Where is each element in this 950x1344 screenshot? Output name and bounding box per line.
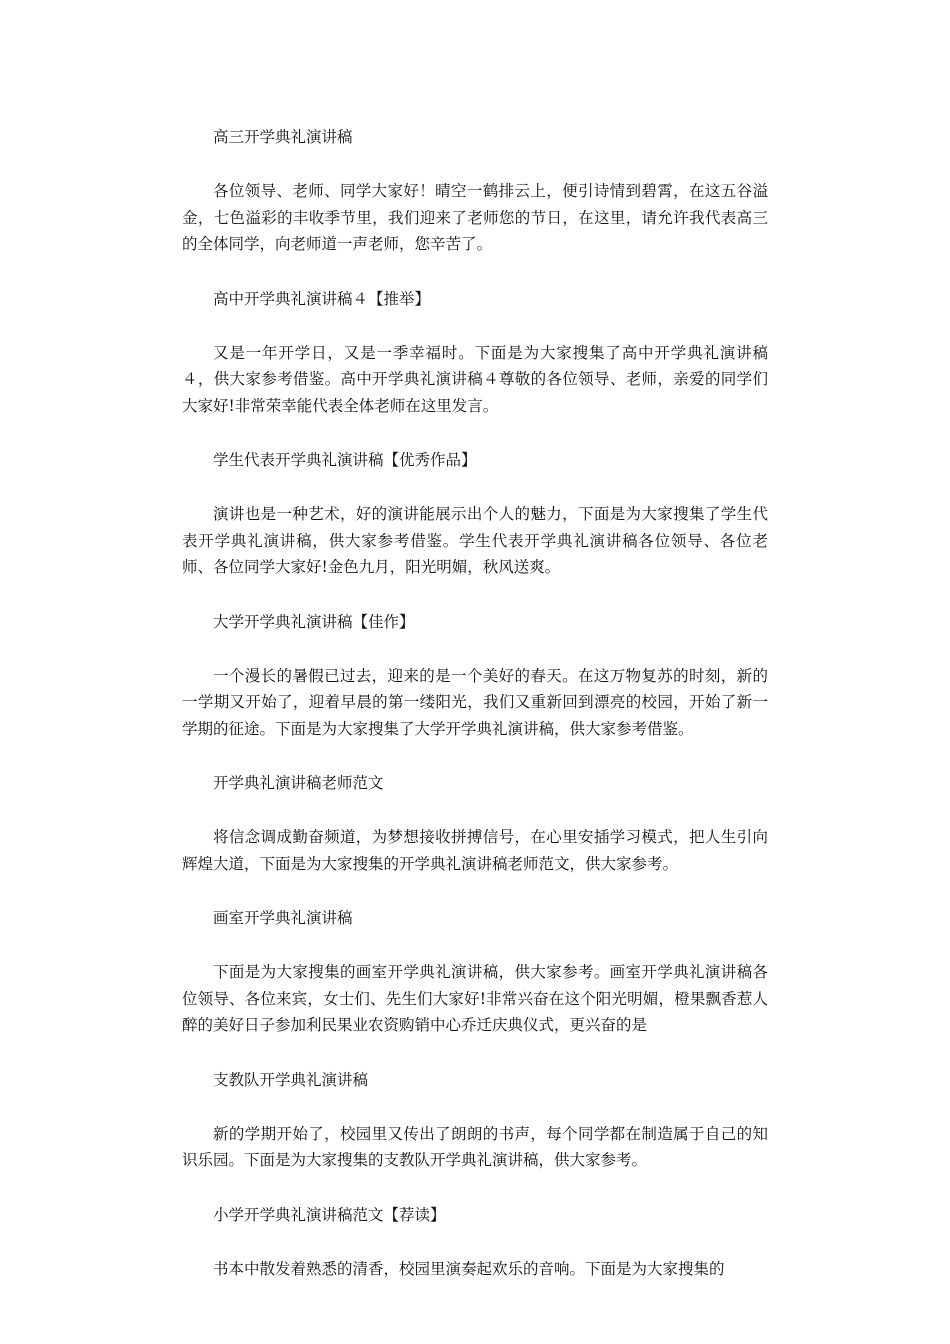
section-paragraph: 新的学期开始了，校园里又传出了朗朗的书声，每个同学都在制造属于自己的知识乐园。下面是为大家搜集的支教队开学典礼演讲稿，供大家参考。 [182, 1124, 768, 1169]
section-heading: 大学开学典礼演讲稿【佳作】 [213, 612, 415, 631]
section-paragraph: 书本中散发着熟悉的清香，校园里演奏起欢乐的音响。下面是为大家搜集的 [213, 1259, 725, 1278]
section-paragraph: 又是一年开学日，又是一季幸福时。下面是为大家搜集了高中开学典礼演讲稿４，供大家参考借鉴。高中开学典礼演讲稿４尊敬的各位领导、老师，亲爱的同学们大家好!非常荣幸能代表全体老师在这里发言。 [182, 343, 768, 415]
section-heading: 小学开学典礼演讲稿范文【荐读】 [213, 1205, 446, 1224]
section-heading: 支教队开学典礼演讲稿 [213, 1070, 369, 1089]
section-heading: 画室开学典礼演讲稿 [213, 909, 353, 927]
section-heading: 学生代表开学典礼演讲稿【优秀作品】 [213, 451, 477, 469]
section-heading: 高中开学典礼演讲稿４【推举】 [213, 289, 431, 308]
document-content [182, 124, 768, 1310]
section-heading: 开学典礼演讲稿老师范文 [213, 774, 384, 792]
section-paragraph: 将信念调成勤奋频道，为梦想接收拼搏信号，在心里安插学习模式，把人生引向辉煌大道，下面是为大家搜集的开学典礼演讲稿老师范文，供大家参考。 [182, 828, 768, 873]
section-paragraph: 各位领导、老师、同学大家好！晴空一鹤排云上，便引诗情到碧霄，在这五谷溢金，七色溢彩的丰收季节里，我们迎来了老师您的节日，在这里，请允许我代表高三的全体同学，向老师道一声老师，您辛苦了。 [182, 182, 768, 253]
section-paragraph: 一个漫长的暑假已过去，迎来的是一个美好的春天。在这万物复苏的时刻，新的一学期又开始了，迎着早晨的第一缕阳光，我们又重新回到漂亮的校园，开始了新一学期的征途。下面是为大家搜集了大学开学典礼演讲稿，供大家参考借鉴。 [182, 666, 768, 738]
section-paragraph: 下面是为大家搜集的画室开学典礼演讲稿，供大家参考。画室开学典礼演讲稿各位领导、各位来宾，女士们、先生们大家好!非常兴奋在这个阳光明媚，橙果飘香惹人醉的美好日子参加利民果业农资购销中心乔迁庆典仪式，更兴奋的是 [182, 963, 768, 1034]
section-heading: 高三开学典礼演讲稿 [213, 128, 353, 146]
section-paragraph: 演讲也是一种艺术，好的演讲能展示出个人的魅力，下面是为大家搜集了学生代表开学典礼演讲稿，供大家参考借鉴。学生代表开学典礼演讲稿各位领导、各位老师、各位同学大家好!金色九月，阳光明媚，秋风送爽。 [182, 505, 768, 576]
